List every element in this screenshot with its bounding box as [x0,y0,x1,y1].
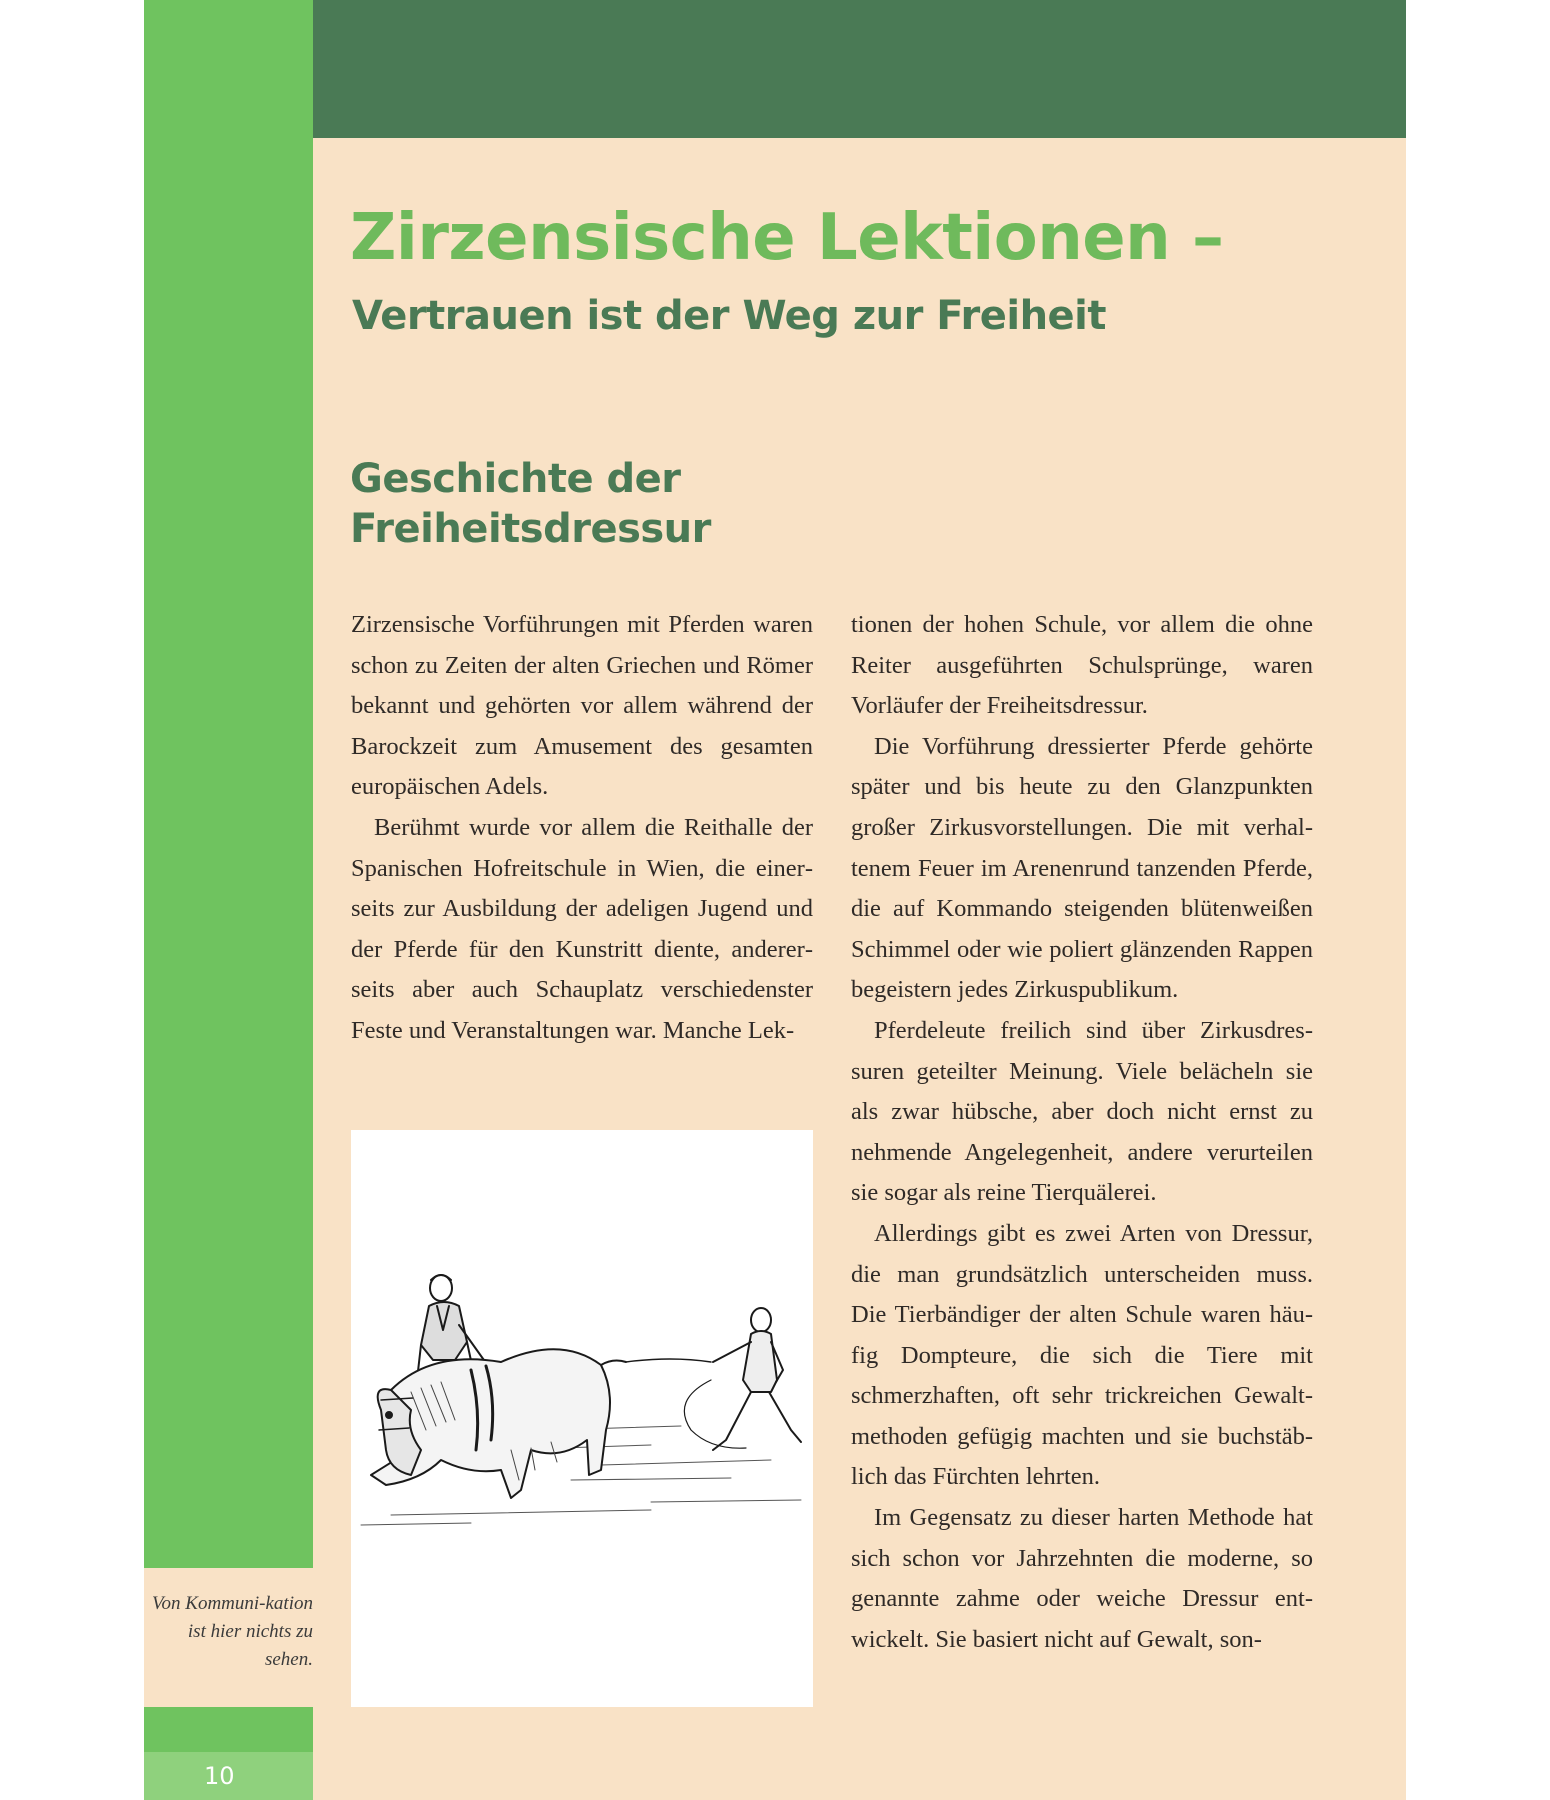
sidebar-green-bar [144,0,313,1568]
paragraph: Im Gegensatz zu dieser harten Methode hat sich schon vor Jahrzehnten die moderne, so genannte zahme oder weiche Dressur entwickelt. Sie basiert nicht auf Gewalt, son- [851,1504,1313,1653]
paragraph: tionen der hohen Schule, vor allem die ohne Reiter ausgeführten Schulsprünge, waren Vorläufer der Freiheitsdressur. [851,611,1313,720]
paragraph: Die Vorführung dressierter Pferde gehörte später und bis heute zu den Glanzpunkten großer Zirkusvorstellungen. Die mit verhaltenem Feuer im Arenenrund tanzenden Pferde, die auf Kommando steigenden blütenweißen Schimmel oder wie poliert glänzenden Rappen begeistern jedes Zirkuspublikum. [851,732,1313,1004]
text-column-right [851,605,1313,1660]
section-heading-line-1: Geschichte der [350,456,681,502]
text-column-left [351,605,813,1052]
paragraph: Pferdeleute freilich sind über Zirkusdressuren geteilter Meinung. Viele belächeln sie als zwar hübsche, aber doch nicht ernst zu nehmende Angelegenheit, andere verurteilen sie sogar als reine Tierquälerei. [851,1016,1313,1207]
page-title: Zirzensische Lektionen – [350,201,1224,275]
top-green-band [313,0,1406,138]
horse-training-illustration [351,1130,813,1707]
paragraph: Berühmt wurde vor allem die Reithalle der Spanischen Hofreitschule in Wien, die einerseits zur Ausbildung der adeligen Jugend und der Pferde für den Kunstritt diente, andererseits aber auch Schauplatz verschiedenster Feste und Veranstaltungen war. Manche Lek- [351,813,813,1044]
paragraph: Zirzensische Vorführungen mit Pferden waren schon zu Zeiten der alten Griechen und Römer bekannt und gehörten vor allem während der Barockzeit zum Amusement des gesamten europäischen Adels. [351,611,813,801]
figure-caption: Von Kommuni-kation ist hier nichts zu sehen. [152,1593,313,1670]
paragraph: Allerdings gibt es zwei Arten von Dressur, die man grundsätzlich unterscheiden muss. Die Tierbändiger der alten Schule waren häufig Dompteure, die sich die Tiere mit schmerzhaften, oft sehr trickreichen Gewaltmethoden gefügig machten und sie buchstäblich das Fürchten lehrten. [851,1219,1313,1491]
page-subtitle: Vertrauen ist der Weg zur Freiheit [352,293,1107,339]
section-heading [350,454,750,554]
page-number: 10 [144,1752,313,1800]
section-heading-line-2: Freiheitsdressur [350,506,711,552]
